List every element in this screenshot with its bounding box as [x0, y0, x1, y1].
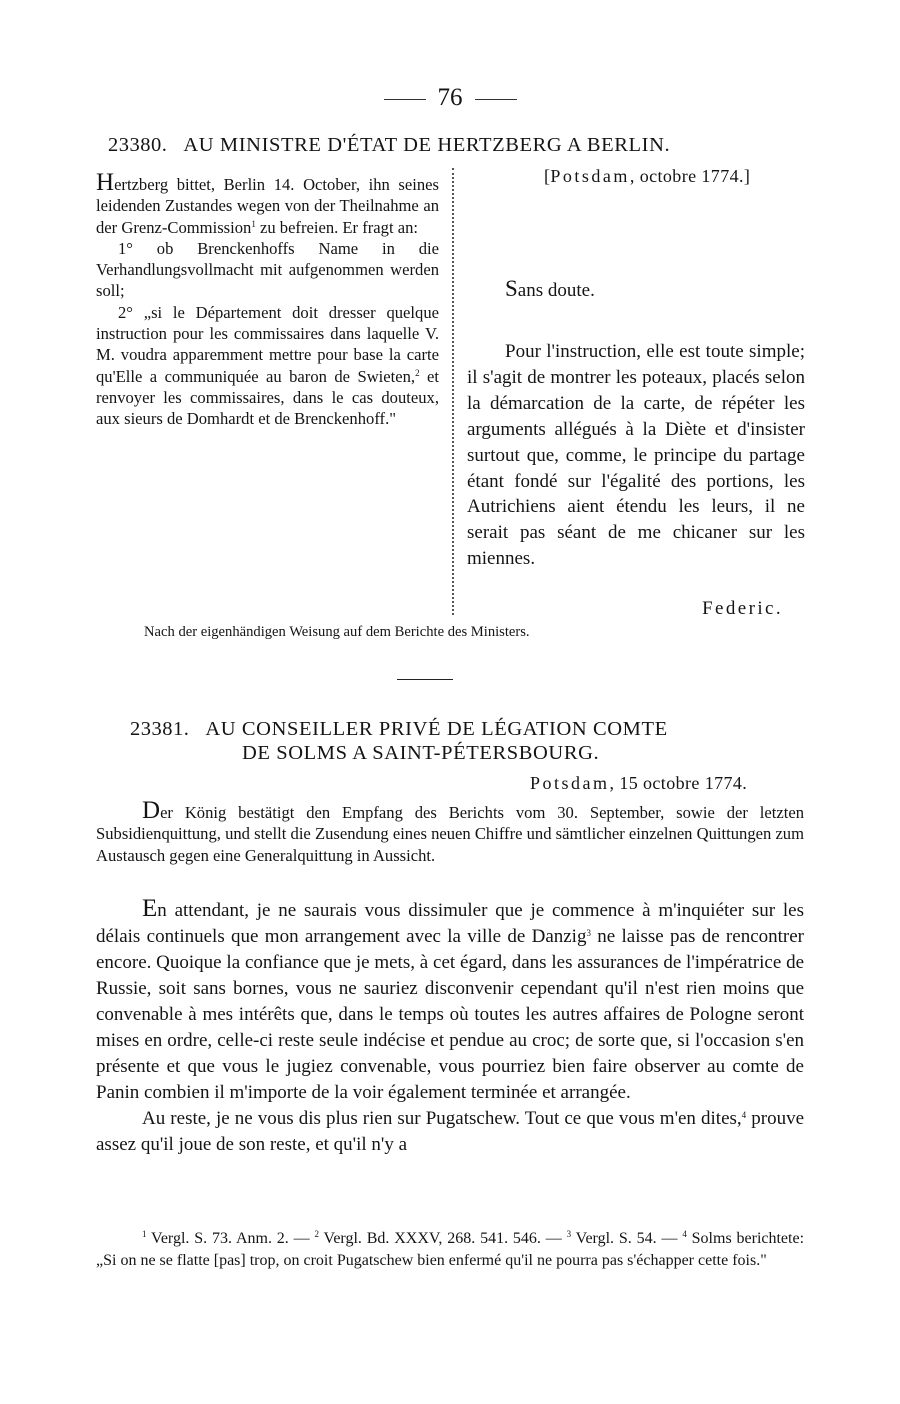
footnote-ref-2: 2 — [415, 367, 420, 378]
doc1-dateline-bracket: [ — [544, 166, 551, 186]
footnote-ref-4: 4 — [741, 1110, 747, 1120]
doc1-summary-p3-tail: et renvoyer les commissaires, dans le cas douteux, aux sieurs de Domhardt et de Brenckenhoff." — [96, 366, 440, 429]
page-number-rule-right — [475, 99, 517, 100]
footnote-4: Solms berichtete: „Si on ne se flatte [pas] trop, on croit Pugatschew bien enfermé qu'il ne pourra pas s'échapper cette fois." — [96, 1230, 805, 1269]
doc1-summary-p3 — [96, 302, 439, 430]
doc2-letter-p2 — [96, 1106, 804, 1158]
doc2-summary-text: Der König bestätigt den Empfang des Berichts vom 30. September, sowie der letzten Subsidienquittung, und stellt die Zusendung eines neuen Chiffre und sämtlicher einzelnen Quittungen zum Austausch gegen eine Generalquittung in Aussicht. — [96, 797, 805, 865]
doc2-letter-p1-b: ne laisse pas de rencontrer encore. Quoique la confiance que je mets, à cet égard, dans les assurances de l'impératrice de Russie, soit sans bornes, vous ne sauriez disconvenir cependant qu'il n'est rien moins que convenable à mes intérêts que, dans le temps où toutes les autres affaires de Pologne seront mises en ordre, celle-ci reste seule indécise et pendue au croc; de sorte que, si l'occasion s'en présente et que vous le jugiez convenable, vous pourriez bien faire observer au comte de Panin combien il m'importe de la voir également terminée et arrangée. — [96, 926, 804, 1103]
doc2-letter-p1-a: En attendant, je ne saurais vous dissimuler que je commence à m'inquiéter sur les délais continuels que mon arrangement avec la ville de Danzig — [96, 895, 804, 947]
doc1-summary-p1-text: Hertzberg bittet, Berlin 14. October, ihn seines leidenden Zustandes wegen von der Theilnahme an der Grenz-Commission — [96, 169, 439, 237]
doc1-reply-p2: Pour l'instruction, elle est toute simple; il s'agit de montrer les poteaux, placés selon la démarcation de la carte, de répéter les arguments allégués à la Diète et d'insister surtout que, comme, le principe du partage étant fondé sur l'égalité des portions, les Autrichiens aient étendu les leurs, il ne serait pas séant de me chicaner sur les miennes. — [467, 341, 805, 570]
doc2-heading-line2 — [242, 742, 599, 765]
page-number — [0, 84, 900, 112]
footnote-1: Vergl. S. 73. Anm. 2. — — [146, 1230, 315, 1247]
doc1-summary-column — [96, 169, 440, 430]
footnotes — [96, 1228, 804, 1271]
doc1-summary-p1-tail: zu befreien. Er fragt an: — [255, 217, 418, 237]
doc2-dateline — [530, 773, 747, 794]
page-number-text: 76 — [437, 84, 463, 111]
doc1-heading — [108, 134, 670, 157]
footnote-2: Vergl. Bd. XXXV, 268. 541. 546. — — [318, 1230, 567, 1247]
footnote-ref-3: 3 — [586, 928, 591, 938]
doc1-dateline-place: Potsdam — [550, 166, 630, 186]
doc1-summary-p1 — [96, 169, 439, 238]
section-separator — [397, 679, 453, 680]
doc1-summary-p3-text: 2° „si le Département doit dresser quelque instruction pour les commissaires dans laquelle V. M. voudra apparemment mettre pour base la carte qu'Elle a communiquée au baron de Swieten, — [96, 302, 439, 386]
doc2-title-line2: DE SOLMS A SAINT-PÉTERSBOURG. — [242, 742, 600, 764]
doc1-number: 23380. — [108, 134, 168, 156]
page-number-rule-left — [384, 99, 426, 100]
doc1-source-note: Nach der eigenhändigen Weisung auf dem Berichte des Ministers. — [144, 624, 530, 640]
footnote-mark-1: 1 — [142, 1229, 147, 1239]
footnote-mark-2: 2 — [314, 1229, 319, 1239]
footnote-mark-4: 4 — [682, 1229, 687, 1239]
doc1-reply-short — [467, 276, 805, 304]
footnote-ref-1: 1 — [251, 218, 256, 229]
doc1-dateline-rest: , octobre 1774.] — [629, 166, 751, 186]
doc2-title-line1: AU CONSEILLER PRIVÉ DE LÉGATION COMTE — [205, 718, 668, 740]
doc1-signature: Federic. — [702, 598, 783, 619]
footnote-3: Vergl. S. 54. — — [571, 1230, 683, 1247]
doc2-letter-p2-b: prouve assez qu'il joue de son reste, et qu'il n'y a — [96, 1108, 804, 1155]
doc2-letter — [96, 896, 804, 1158]
doc2-number: 23381. — [130, 718, 190, 740]
doc2-letter-p2-a: Au reste, je ne vous dis plus rien sur Pugatschew. Tout ce que vous m'en dites, — [142, 1108, 742, 1129]
footnote-mark-3: 3 — [566, 1229, 572, 1239]
doc2-dateline-rest: , 15 octobre 1774. — [609, 773, 748, 793]
doc2-dateline-place: Potsdam — [530, 773, 610, 793]
doc1-reply — [467, 339, 805, 572]
doc2-summary — [96, 797, 805, 866]
doc2-letter-p1 — [96, 896, 804, 1106]
doc1-title: AU MINISTRE D'ÉTAT DE HERTZBERG A BERLIN. — [183, 134, 671, 156]
doc1-dateline — [544, 166, 750, 187]
doc1-summary-p2: 1° ob Brenckenhoffs Name in die Verhandlungsvollmacht mit aufgenommen werden soll; — [96, 238, 439, 301]
column-divider — [452, 168, 454, 615]
doc1-reply-p1: Sans doute. — [505, 276, 595, 301]
doc2-heading-line1 — [130, 718, 668, 741]
